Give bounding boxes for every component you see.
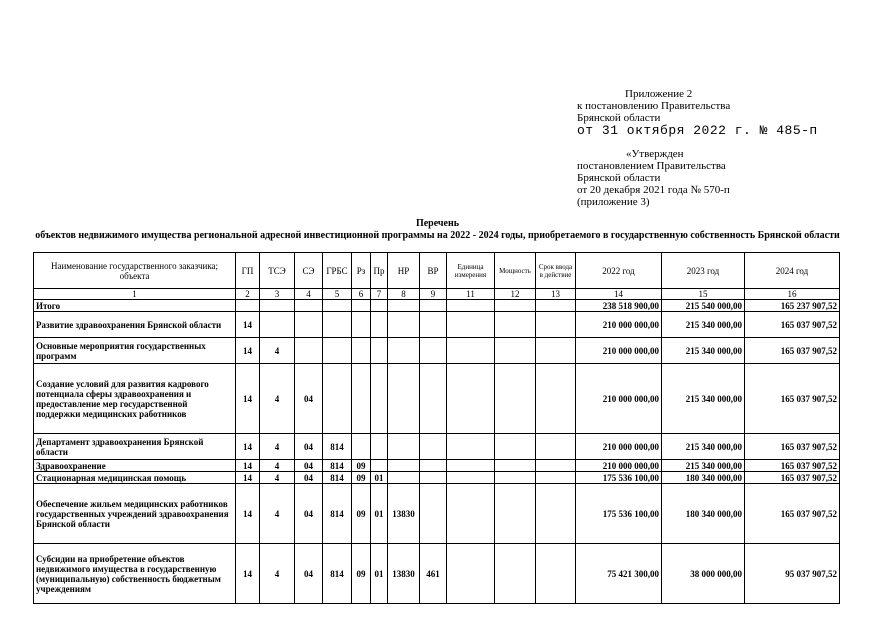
col-header-nr: НР (388, 253, 420, 289)
power-cell (495, 544, 536, 604)
nr-cell (388, 460, 420, 472)
amount-2024: 165 037 907,52 (745, 460, 840, 472)
appendix-reference: к постановлению Правительства (577, 100, 731, 112)
term-cell (536, 312, 576, 338)
object-name: Обеспечение жильем медицинских работников государственных учреждений здравоохранения Брянской области (34, 484, 236, 544)
amount-2023: 215 340 000,00 (662, 364, 745, 434)
approval-date-number: от 20 декабря 2021 года № 570-п (577, 184, 730, 196)
table-row (34, 484, 840, 544)
col-header-se: СЭ (295, 253, 323, 289)
grbs-cell: 814 (323, 544, 352, 604)
amount-2022: 210 000 000,00 (576, 434, 662, 460)
rz-cell (352, 338, 371, 364)
vr-cell (420, 472, 447, 484)
pr-cell (371, 364, 388, 434)
col-header-gp: ГП (236, 253, 260, 289)
amount-2022: 175 536 100,00 (576, 472, 662, 484)
se-cell: 04 (295, 472, 323, 484)
appendix-block (577, 88, 818, 141)
table-row (34, 460, 840, 472)
vr-cell (420, 300, 447, 312)
nr-cell (388, 472, 420, 484)
term-cell (536, 434, 576, 460)
amount-2023: 38 000 000,00 (662, 544, 745, 604)
amount-2022: 210 000 000,00 (576, 460, 662, 472)
grbs-cell: 814 (323, 484, 352, 544)
col-header-rz: Рз (352, 253, 371, 289)
appendix-date-number: от 31 октября 2022 г. № 485-п (577, 123, 818, 138)
col-header-power: Мощность (495, 253, 536, 289)
col-header-name: Наименование государственного заказчика; объекта (34, 253, 236, 289)
tse-cell: 4 (260, 544, 295, 604)
vr-cell (420, 338, 447, 364)
col-header-2022: 2022 год (576, 253, 662, 289)
tse-cell: 4 (260, 472, 295, 484)
col-number: 5 (323, 289, 352, 300)
col-number: 15 (662, 289, 745, 300)
investment-table (33, 252, 840, 604)
approval-block (577, 148, 730, 208)
appendix-region: Брянской области (577, 112, 661, 124)
document-subtitle: объектов недвижимого имущества региональной адресной инвестиционной программы на 2022 - 2024 годы, приобретаемого в государственную собственность Брянской области (35, 230, 840, 241)
rz-cell (352, 364, 371, 434)
se-cell: 04 (295, 364, 323, 434)
rz-cell: 09 (352, 460, 371, 472)
col-header-unit: Единица измерения (447, 253, 495, 289)
col-header-pr: Пр (371, 253, 388, 289)
pr-cell (371, 300, 388, 312)
term-cell (536, 472, 576, 484)
power-cell (495, 472, 536, 484)
gp-cell: 14 (236, 472, 260, 484)
se-cell: 04 (295, 434, 323, 460)
amount-2024: 95 037 907,52 (745, 544, 840, 604)
amount-2023: 180 340 000,00 (662, 484, 745, 544)
vr-cell: 461 (420, 544, 447, 604)
amount-2024: 165 037 907,52 (745, 484, 840, 544)
tse-cell: 4 (260, 434, 295, 460)
pr-cell: 01 (371, 544, 388, 604)
amount-2024: 165 037 907,52 (745, 472, 840, 484)
amount-2022: 210 000 000,00 (576, 338, 662, 364)
amount-2022: 238 518 900,00 (576, 300, 662, 312)
se-cell (295, 312, 323, 338)
vr-cell (420, 460, 447, 472)
col-header-tse: ТСЭ (260, 253, 295, 289)
col-number: 13 (536, 289, 576, 300)
col-header-2023: 2023 год (662, 253, 745, 289)
unit-cell (447, 484, 495, 544)
power-cell (495, 364, 536, 434)
amount-2023: 215 340 000,00 (662, 434, 745, 460)
col-number: 16 (745, 289, 840, 300)
object-name: Создание условий для развития кадрового потенциала сферы здравоохранения и предоставление мер государственной поддержки медицинских работников (34, 364, 236, 434)
unit-cell (447, 312, 495, 338)
amount-2022: 75 421 300,00 (576, 544, 662, 604)
col-number: 2 (236, 289, 260, 300)
term-cell (536, 460, 576, 472)
se-cell (295, 300, 323, 312)
unit-cell (447, 472, 495, 484)
approval-appendix-note: (приложение 3) (577, 196, 650, 208)
gp-cell: 14 (236, 484, 260, 544)
gp-cell: 14 (236, 312, 260, 338)
amount-2024: 165 037 907,52 (745, 364, 840, 434)
tse-cell: 4 (260, 460, 295, 472)
object-name: Основные мероприятия государственных программ (34, 338, 236, 364)
object-name: Итого (34, 300, 236, 312)
pr-cell: 01 (371, 472, 388, 484)
power-cell (495, 300, 536, 312)
approval-region: Брянской области (577, 172, 661, 184)
unit-cell (447, 338, 495, 364)
amount-2022: 175 536 100,00 (576, 484, 662, 544)
col-number: 12 (495, 289, 536, 300)
amount-2024: 165 037 907,52 (745, 434, 840, 460)
se-cell: 04 (295, 544, 323, 604)
nr-cell: 13830 (388, 544, 420, 604)
vr-cell (420, 312, 447, 338)
tse-cell: 4 (260, 484, 295, 544)
table-row (34, 364, 840, 434)
power-cell (495, 312, 536, 338)
pr-cell (371, 460, 388, 472)
nr-cell (388, 312, 420, 338)
se-cell (295, 338, 323, 364)
term-cell (536, 484, 576, 544)
amount-2022: 210 000 000,00 (576, 312, 662, 338)
object-name: Субсидии на приобретение объектов недвижимого имущества в государственную (муниципальную) собственность бюджетным учреждениям (34, 544, 236, 604)
col-number: 8 (388, 289, 420, 300)
object-name: Стационарная медицинская помощь (34, 472, 236, 484)
approval-reference: постановлением Правительства (577, 160, 726, 172)
amount-2023: 180 340 000,00 (662, 472, 745, 484)
grbs-cell: 814 (323, 472, 352, 484)
amount-2024: 165 037 907,52 (745, 312, 840, 338)
object-name: Здравоохранение (34, 460, 236, 472)
pr-cell (371, 312, 388, 338)
tse-cell: 4 (260, 338, 295, 364)
term-cell (536, 364, 576, 434)
se-cell: 04 (295, 484, 323, 544)
rz-cell (352, 312, 371, 338)
unit-cell (447, 544, 495, 604)
table-body (34, 300, 840, 604)
col-header-2024: 2024 год (745, 253, 840, 289)
col-number: 6 (352, 289, 371, 300)
table-header-row (34, 253, 840, 289)
rz-cell (352, 434, 371, 460)
col-number: 11 (447, 289, 495, 300)
unit-cell (447, 364, 495, 434)
amount-2023: 215 340 000,00 (662, 338, 745, 364)
unit-cell (447, 300, 495, 312)
table-row (34, 472, 840, 484)
rz-cell: 09 (352, 484, 371, 544)
tse-cell (260, 300, 295, 312)
table-row (34, 300, 840, 312)
se-cell: 04 (295, 460, 323, 472)
vr-cell (420, 364, 447, 434)
amount-2023: 215 540 000,00 (662, 300, 745, 312)
pr-cell: 01 (371, 484, 388, 544)
grbs-cell (323, 338, 352, 364)
table-row (34, 312, 840, 338)
power-cell (495, 484, 536, 544)
term-cell (536, 338, 576, 364)
col-header-vr: ВР (420, 253, 447, 289)
tse-cell (260, 312, 295, 338)
amount-2024: 165 237 907,52 (745, 300, 840, 312)
rz-cell: 09 (352, 472, 371, 484)
gp-cell: 14 (236, 434, 260, 460)
nr-cell (388, 364, 420, 434)
vr-cell (420, 434, 447, 460)
col-header-term: Срок ввода в действие (536, 253, 576, 289)
col-number: 1 (34, 289, 236, 300)
gp-cell: 14 (236, 364, 260, 434)
col-number: 3 (260, 289, 295, 300)
amount-2023: 215 340 000,00 (662, 312, 745, 338)
pr-cell (371, 434, 388, 460)
col-header-grbs: ГРБС (323, 253, 352, 289)
nr-cell (388, 300, 420, 312)
table-row (34, 544, 840, 604)
nr-cell (388, 434, 420, 460)
gp-cell: 14 (236, 338, 260, 364)
approval-label: «Утвержден (626, 148, 684, 160)
object-name: Департамент здравоохранения Брянской области (34, 434, 236, 460)
rz-cell: 09 (352, 544, 371, 604)
nr-cell (388, 338, 420, 364)
unit-cell (447, 434, 495, 460)
col-number: 7 (371, 289, 388, 300)
amount-2022: 210 000 000,00 (576, 364, 662, 434)
power-cell (495, 434, 536, 460)
table-row (34, 338, 840, 364)
power-cell (495, 338, 536, 364)
object-name: Развитие здравоохранения Брянской области (34, 312, 236, 338)
amount-2023: 215 340 000,00 (662, 460, 745, 472)
document-title: Перечень (415, 218, 460, 229)
rz-cell (352, 300, 371, 312)
tse-cell: 4 (260, 364, 295, 434)
gp-cell: 14 (236, 544, 260, 604)
power-cell (495, 460, 536, 472)
amount-2024: 165 037 907,52 (745, 338, 840, 364)
appendix-label: Приложение 2 (625, 88, 693, 100)
term-cell (536, 300, 576, 312)
unit-cell (447, 460, 495, 472)
grbs-cell: 814 (323, 434, 352, 460)
table-row (34, 434, 840, 460)
col-number: 14 (576, 289, 662, 300)
vr-cell (420, 484, 447, 544)
col-number: 9 (420, 289, 447, 300)
column-number-row (34, 289, 840, 300)
grbs-cell (323, 364, 352, 434)
gp-cell (236, 300, 260, 312)
nr-cell: 13830 (388, 484, 420, 544)
pr-cell (371, 338, 388, 364)
grbs-cell: 814 (323, 460, 352, 472)
grbs-cell (323, 300, 352, 312)
term-cell (536, 544, 576, 604)
col-number: 4 (295, 289, 323, 300)
gp-cell: 14 (236, 460, 260, 472)
grbs-cell (323, 312, 352, 338)
